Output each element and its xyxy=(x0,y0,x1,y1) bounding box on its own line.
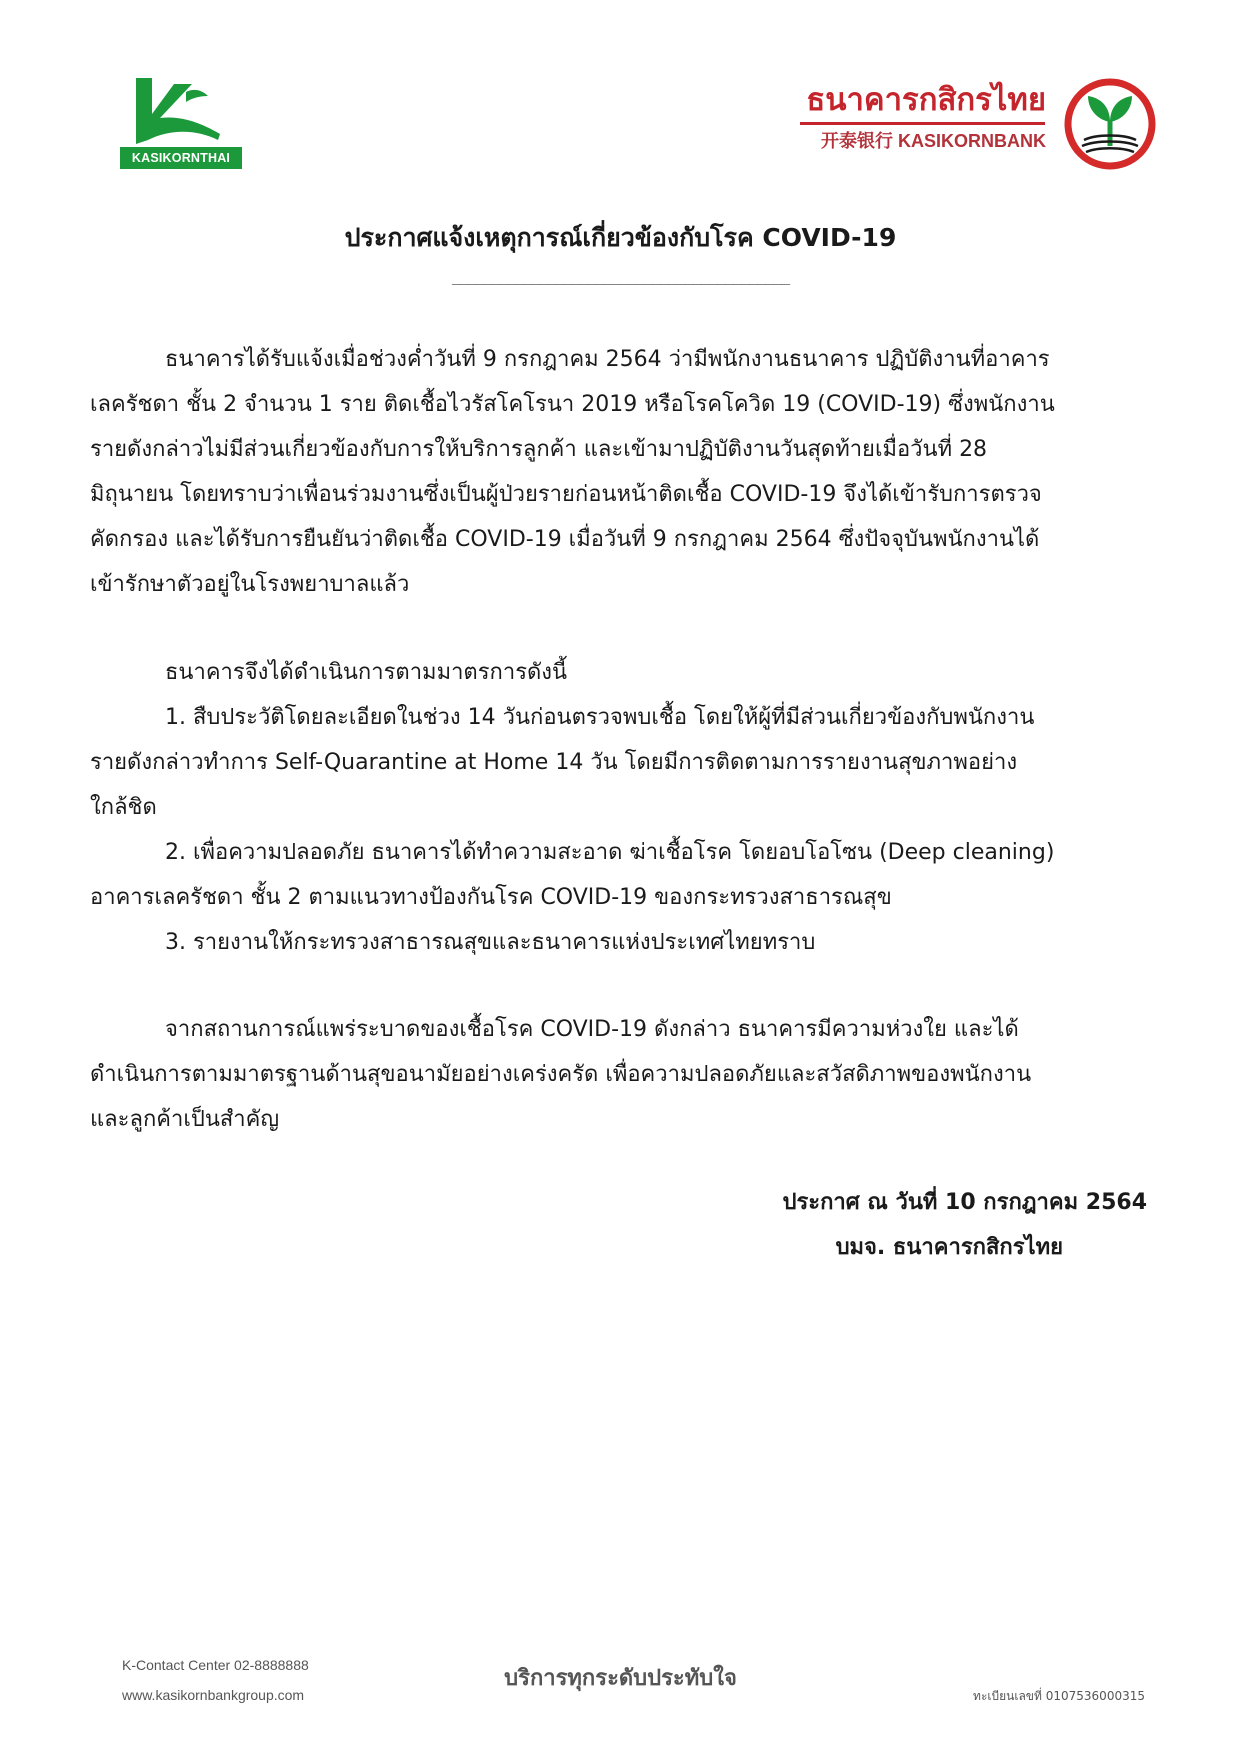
kasikornthai-wordmark: KASIKORNTHAI xyxy=(120,147,242,169)
text-line: ดำเนินการตามมาตรฐานด้านสุขอนามัยอย่างเคร่งครัด เพื่อความปลอดภัยและสวัสดิภาพของพนักงาน xyxy=(90,1062,1032,1087)
text-line: เลครัชดา ชั้น 2 จำนวน 1 ราย ติดเชื้อไวรัสโคโรนา 2019 หรือโรคโควิด 19 (COVID-19) ซึ่งพนักงาน xyxy=(90,392,1055,417)
text-line: และลูกค้าเป็นสำคัญ xyxy=(90,1107,280,1132)
kasikornbank-logo xyxy=(790,74,1162,174)
measures-section xyxy=(90,650,1147,965)
text-line: รายดังกล่าวไม่มีส่วนเกี่ยวข้องกับการให้บริการลูกค้า และเข้ามาปฏิบัติงานวันสุดท้ายเมื่อวันที่ 28 xyxy=(90,437,988,462)
website-link[interactable]: www.kasikornbankgroup.com xyxy=(122,1687,305,1703)
measure-1-line: รายดังกล่าวทำการ Self-Quarantine at Home 14 วัน โดยมีการติดตามการรายงานสุขภาพอย่าง xyxy=(90,750,1018,775)
footer-slogan: บริการทุกระดับประทับใจ xyxy=(504,1666,737,1691)
measure-1-line: 1. สืบประวัติโดยละเอียดในช่วง 14 วันก่อนตรวจพบเชื้อ โดยให้ผู้ที่มีส่วนเกี่ยวข้องกับพนักงาน xyxy=(165,705,1035,730)
measures-intro: ธนาคารจึงได้ดำเนินการตามมาตรการดังนี้ xyxy=(165,660,568,685)
kasikornthai-logo xyxy=(120,74,245,170)
text-line: จากสถานการณ์แพร่ระบาดของเชื้อโรค COVID-19 ดังกล่าว ธนาคารมีความห่วงใย และได้ xyxy=(165,1017,1019,1042)
measure-2-line: อาคารเลครัชดา ชั้น 2 ตามแนวทางป้องกันโรค COVID-19 ของกระทรวงสาธารณสุข xyxy=(90,885,892,910)
title-rule: __________________________________________ xyxy=(451,267,790,285)
announcement-title: ประกาศแจ้งเหตุการณ์เกี่ยวข้องกับโรค COVID-19 xyxy=(344,223,897,252)
company-name: บมจ. ธนาคารกสิกรไทย xyxy=(835,1235,1063,1260)
logo-divider xyxy=(800,122,1045,125)
announcement-date: ประกาศ ณ วันที่ 10 กรกฎาคม 2564 xyxy=(782,1190,1147,1215)
paragraph-incident xyxy=(90,337,1147,607)
text-line: เข้ารักษาตัวอยู่ในโรงพยาบาลแล้ว xyxy=(90,572,410,597)
contact-center: K-Contact Center 02-8888888 xyxy=(122,1657,309,1673)
registration-number: ทะเบียนเลขที่ 0107536000315 xyxy=(973,1689,1145,1703)
k-mark-icon xyxy=(130,74,225,146)
measure-2-line: 2. เพื่อความปลอดภัย ธนาคารได้ทำความสะอาด ฆ่าเชื้อโรค โดยอบโอโซน (Deep cleaning) xyxy=(165,840,1055,865)
text-line: คัดกรอง และได้รับการยืนยันว่าติดเชื้อ COVID-19 เมื่อวันที่ 9 กรกฎาคม 2564 ซึ่งปัจจุบันพนักงานได้ xyxy=(90,527,1040,552)
bank-name-cn-en: 开泰银行 KASIKORNBANK xyxy=(821,131,1046,151)
rice-sprout-emblem-icon xyxy=(1062,76,1158,172)
paragraph-closing xyxy=(90,1007,1147,1142)
measure-1-line: ใกล้ชิด xyxy=(90,795,157,820)
text-line: ธนาคารได้รับแจ้งเมื่อช่วงค่ำวันที่ 9 กรกฎาคม 2564 ว่ามีพนักงานธนาคาร ปฏิบัติงานที่อาคาร xyxy=(165,347,1050,372)
measure-3-line: 3. รายงานให้กระทรวงสาธารณสุขและธนาคารแห่งประเทศไทยทราบ xyxy=(165,930,816,955)
bank-name-thai: ธนาคารกสิกรไทย xyxy=(806,82,1046,118)
text-line: มิถุนายน โดยทราบว่าเพื่อนร่วมงานซึ่งเป็นผู้ป่วยรายก่อนหน้าติดเชื้อ COVID-19 จึงได้เข้ารับการตรวจ xyxy=(90,482,1042,507)
